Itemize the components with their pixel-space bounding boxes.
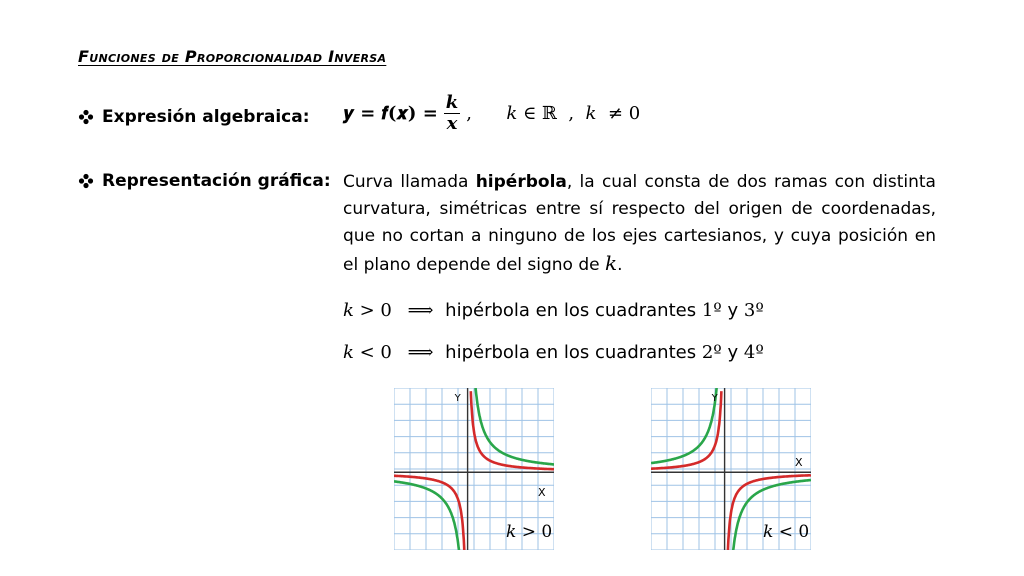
algebraic-label: Expresión algebraica: — [102, 107, 310, 127]
graphical-label: Representación gráfica: — [102, 171, 331, 191]
bullet-algebraic — [78, 107, 310, 127]
condition-and: y — [727, 342, 739, 363]
condition-quadrant: 2º — [701, 342, 722, 363]
x-axis-label: X — [538, 486, 546, 500]
formula — [343, 90, 640, 136]
condition-math: 𝑘 > 0 — [343, 300, 392, 321]
green-hyperbola-branch — [394, 481, 459, 550]
formula-denominator: x — [446, 112, 458, 134]
formula-numerator: k — [445, 91, 459, 113]
implies-icon: ⟹ — [407, 342, 434, 363]
condition-math: 𝑘 < 0 — [343, 342, 392, 363]
description-paragraph — [343, 169, 936, 279]
y-axis-label: Y — [711, 393, 718, 404]
formula-lhs: 𝒚 = 𝒇(𝒙) = — [343, 102, 438, 124]
page-title: Funciones de Proporcionalidad Inversa — [78, 47, 387, 66]
condition-positive — [343, 300, 764, 321]
condition-quadrant: 4º — [743, 342, 764, 363]
condition-and: y — [727, 300, 739, 321]
condition-quadrant: 3º — [743, 300, 764, 321]
formula-domain: , 𝑘 ∈ ℝ , 𝑘 ≠ 0 — [466, 102, 641, 124]
x-axis-label: X — [795, 456, 803, 470]
graph-caption-positive: 𝑘 > 0 — [506, 522, 553, 542]
condition-quadrant: 1º — [701, 300, 722, 321]
implies-icon: ⟹ — [407, 300, 434, 321]
y-axis-label: Y — [454, 393, 461, 404]
desc-k: 𝑘 — [605, 251, 618, 275]
red-hyperbola-branch — [394, 476, 464, 550]
diamond-bullet-icon — [78, 109, 94, 125]
condition-text: hipérbola en los cuadrantes — [445, 342, 697, 363]
formula-fraction — [444, 93, 460, 134]
desc-text: Curva llamada — [343, 172, 476, 192]
graph-caption-negative: 𝑘 < 0 — [763, 522, 810, 542]
desc-text: , la cual consta de dos ramas con distinta curvatura, simétricas entre sí respecto del origen de coordenadas, que no cortan a ninguno de los ejes cartesianos, y cuya posición en el plano depende del signo de — [343, 172, 936, 275]
condition-text: hipérbola en los cuadrantes — [445, 300, 697, 321]
diamond-bullet-icon — [78, 173, 94, 189]
bullet-graphical — [78, 171, 331, 191]
condition-negative — [343, 342, 764, 363]
desc-end: . — [617, 255, 623, 275]
desc-bold-term: hipérbola — [475, 172, 567, 192]
green-hyperbola-branch — [651, 388, 717, 463]
